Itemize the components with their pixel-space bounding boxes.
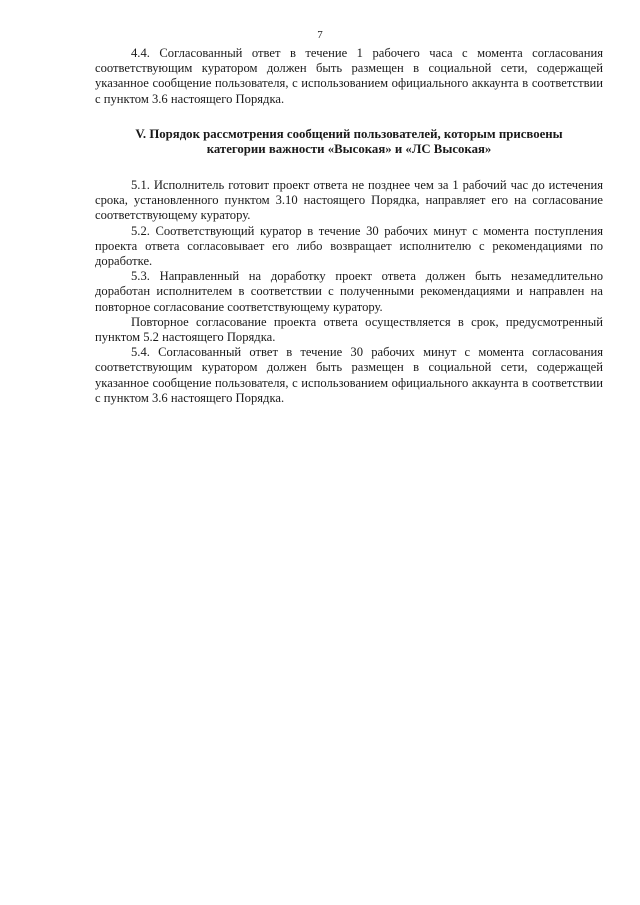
paragraph-4-4: 4.4. Согласованный ответ в течение 1 рабочего часа с момента согласования соответствующим куратором должен быть размещен в социальной сети, содержащей указанное сообщение пользователя, с использованием официального аккаунта в соответствии с пунктом 3.6 настоящего Порядка. [95,46,603,106]
paragraph-5-3: 5.3. Направленный на доработку проект ответа должен быть незамедлительно доработан исполнителем в соответствии с полученными рекомендациями и направлен на повторное согласование соответствующему куратору. [95,269,603,314]
paragraph-5-1: 5.1. Исполнитель готовит проект ответа не позднее чем за 1 рабочий час до истечения срока, установленного пунктом 3.10 настоящего Порядка, направляет его на согласование соответствующему куратору. [95,178,603,223]
section-title-line-2: категории важности «Высокая» и «ЛС Высокая» [206,142,492,157]
paragraph-5-4: 5.4. Согласованный ответ в течение 30 рабочих минут с момента согласования соответствующим куратором должен быть размещен в социальной сети, содержащей указанное сообщение пользователя, с использованием официального аккаунта в соответствии с пунктом 3.6 настоящего Порядка. [95,345,603,405]
section-title-line-1: V. Порядок рассмотрения сообщений пользователей, которым присвоены [135,126,563,141]
page-number: 7 [317,29,323,41]
paragraph-5-3-continuation: Повторное согласование проекта ответа осуществляется в срок, предусмотренный пунктом 5.2 настоящего Порядка. [95,314,603,345]
paragraph-5-2: 5.2. Соответствующий куратор в течение 30 рабочих минут с момента поступления проекта ответа согласовывает его либо возвращает исполнителю с рекомендациями по доработке. [95,223,603,269]
document-body [95,46,603,406]
section-title [95,127,603,158]
